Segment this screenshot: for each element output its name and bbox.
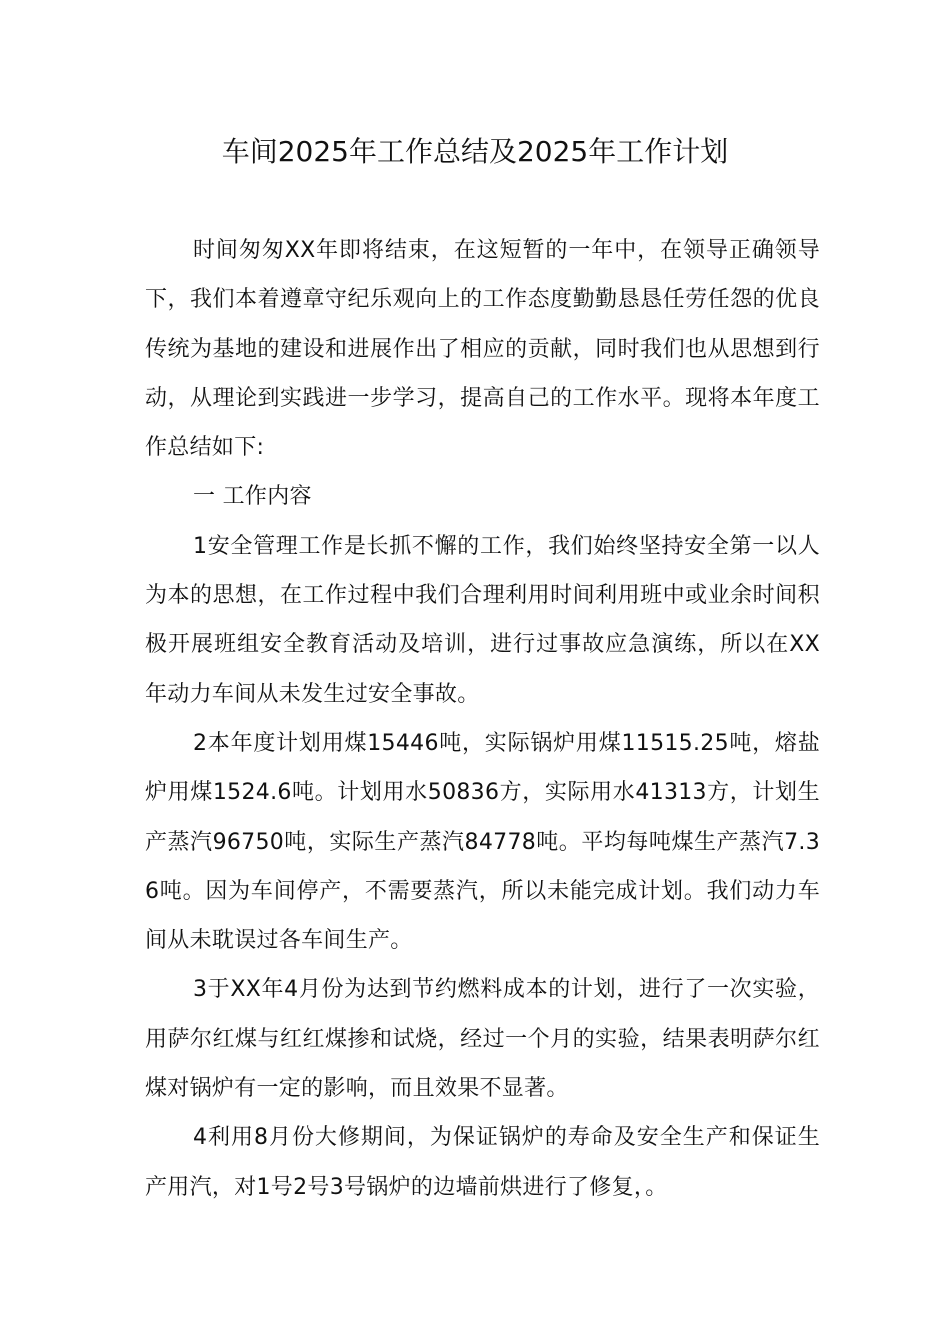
paragraph-item-4-boiler-repair: 4利用8月份大修期间，为保证锅炉的寿命及安全生产和保证生产用汽，对1号2号3号锅炉的边墙前烘进行了修复，。	[145, 1125, 820, 1200]
paragraph-item-1-safety: 1安全管理工作是长抓不懈的工作，我们始终坚持安全第一以人为本的思想，在工作过程中我们合理利用时间利用班中或业余时间积极开展班组安全教育活动及培训，进行过事故应急演练，所以在XX年动力车间从未发生过安全事故。	[145, 533, 820, 707]
paragraph-item-2-coal-water-steam: 2本年度计划用煤15446吨，实际锅炉用煤11515.25吨，熔盐炉用煤1524.6吨。计划用水50836方，实际用水41313方，计划生产蒸汽96750吨，实际生产蒸汽84778吨。平均每吨煤生产蒸汽7.36吨。因为车间停产，不需要蒸汽，所以未能完成计划。我们动力车间从未耽误过各车间生产。	[145, 730, 820, 954]
section-heading-work-content: 一 工作内容	[193, 484, 312, 510]
paragraph-intro: 时间匆匆XX年即将结束，在这短暂的一年中，在领导正确领导下，我们本着遵章守纪乐观向上的工作态度勤勤恳恳任劳任怨的优良传统为基地的建设和进展作出了相应的贡献，同时我们也从思想到行动，从理论到实践进一步学习，提高自己的工作水平。现将本年度工作总结如下:	[145, 238, 820, 461]
paragraph-item-3-coal-experiment: 3于XX年4月份为达到节约燃料成本的计划，进行了一次实验，用萨尔红煤与红红煤掺和试烧，经过一个月的实验，结果表明萨尔红煤对锅炉有一定的影响，而且效果不显著。	[145, 977, 820, 1102]
document-title: 车间2025年工作总结及2025年工作计划	[221, 135, 729, 168]
document-body	[145, 226, 820, 1212]
